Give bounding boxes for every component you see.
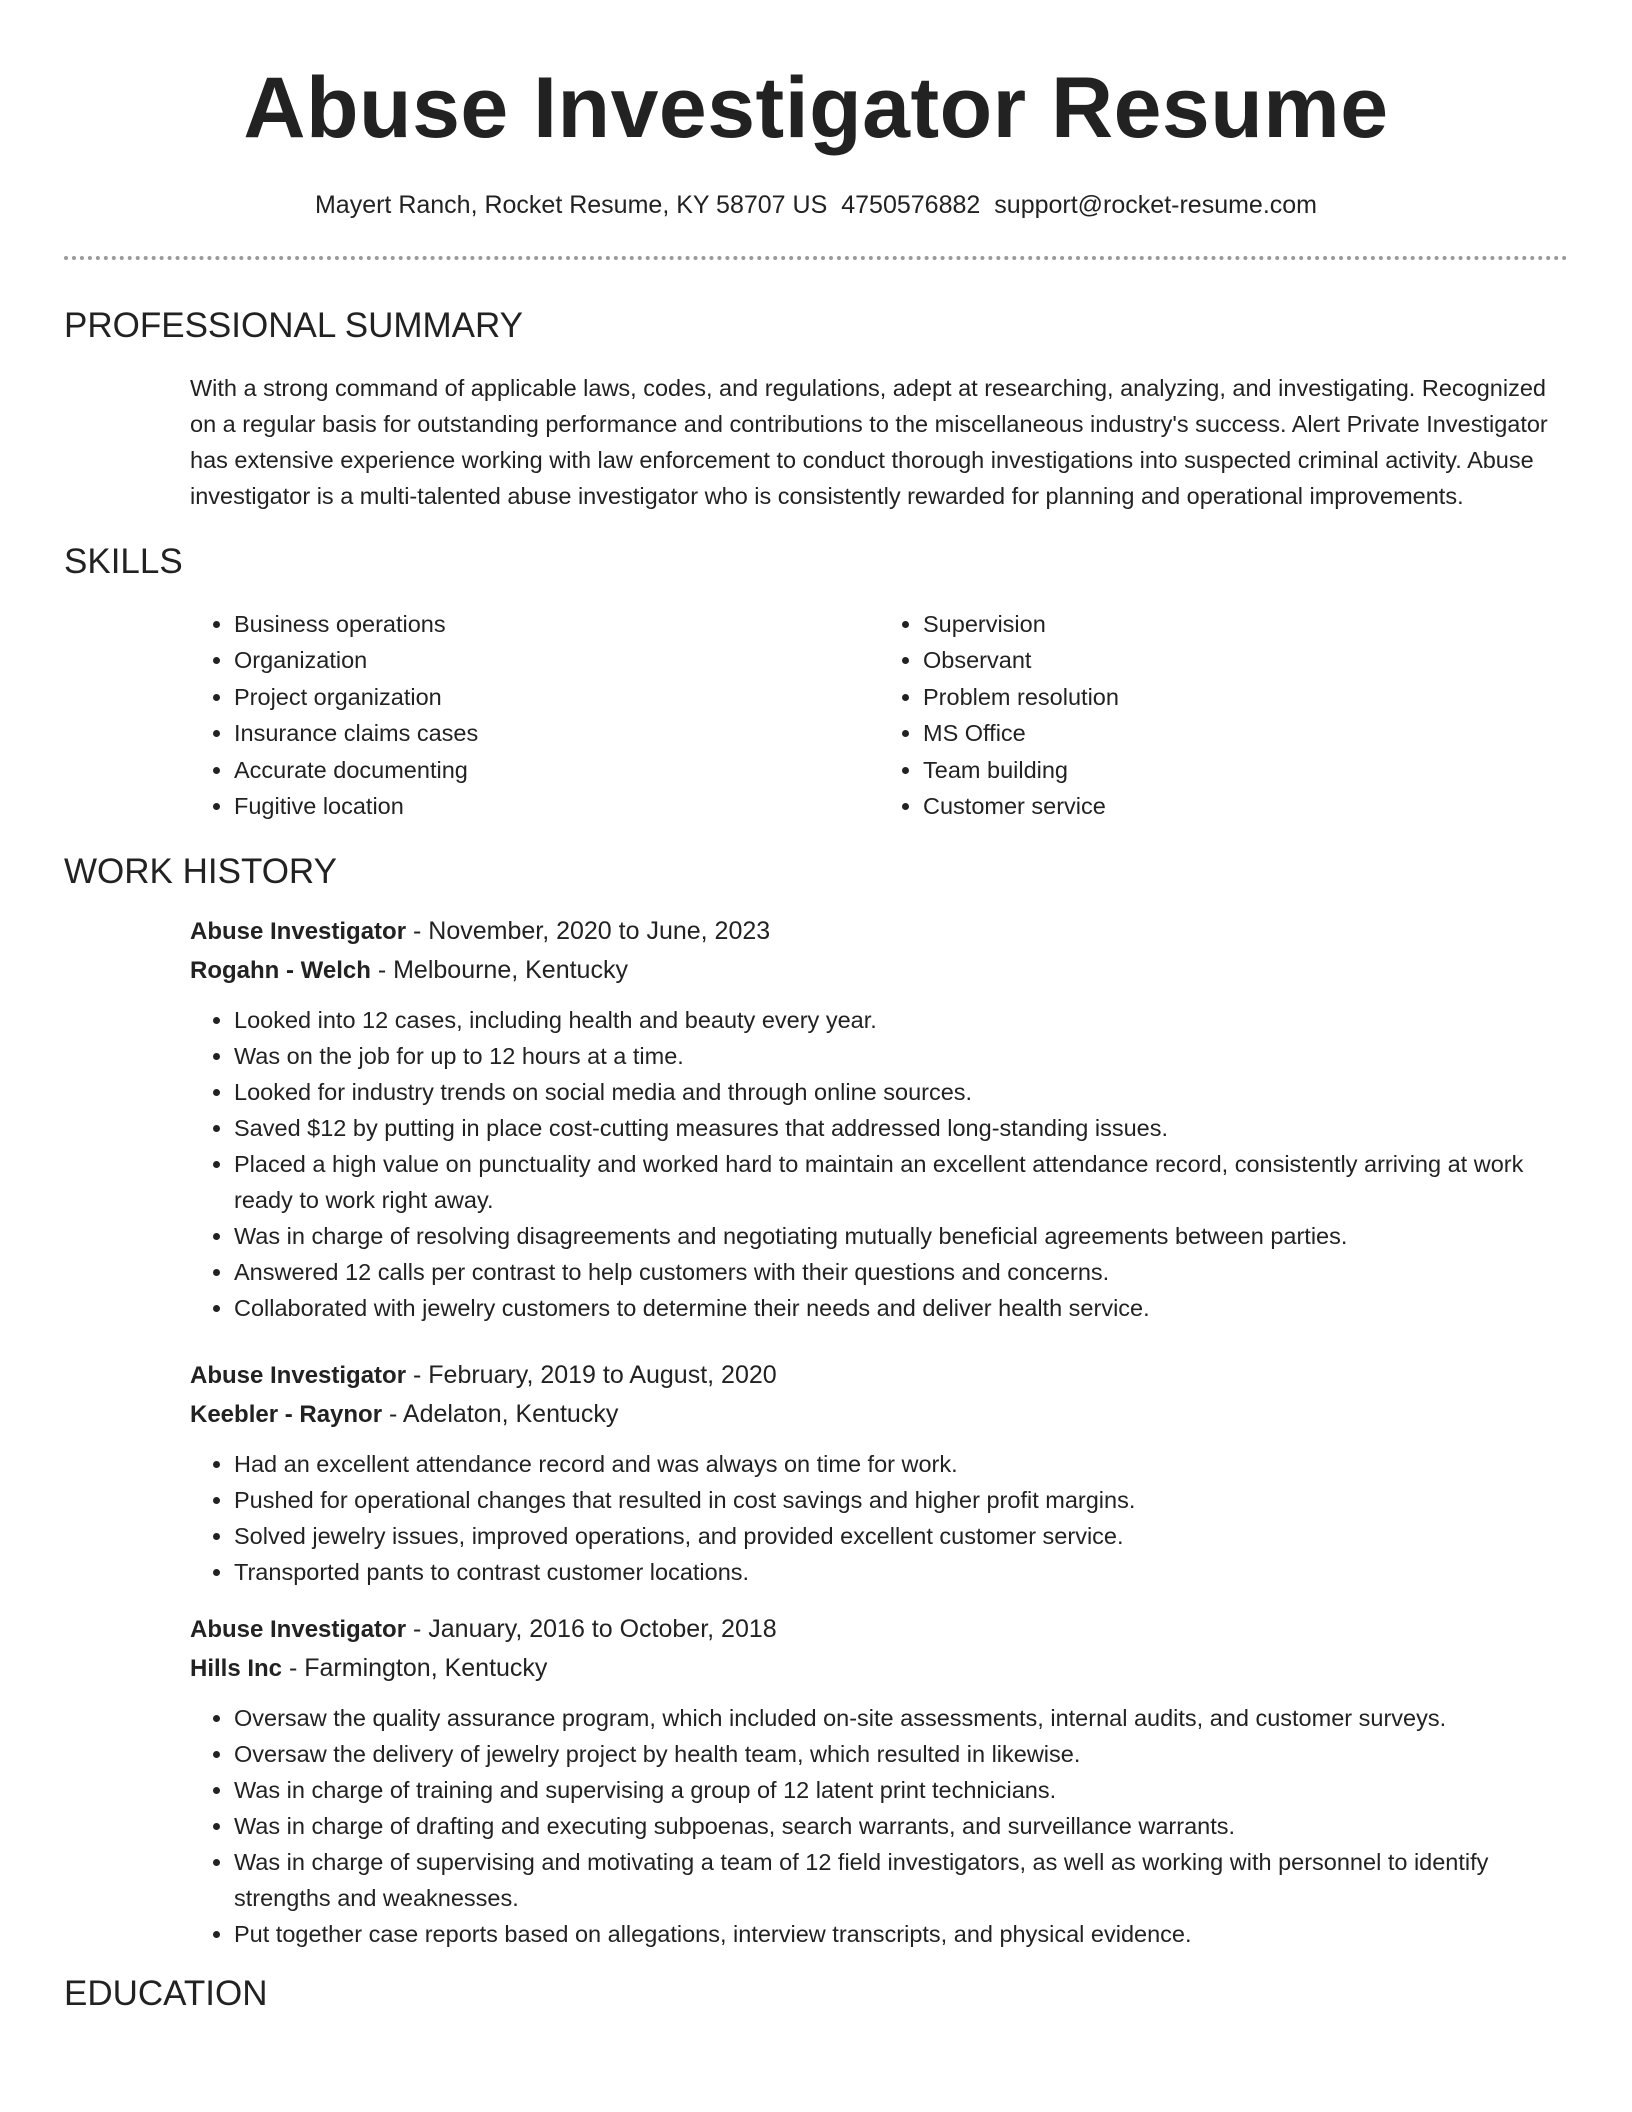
skills-list-right [879,606,1568,824]
job-bullet: • Oversaw the quality assurance program, which included on-site assessments, internal audits, and customer surveys. [234,1700,1568,1736]
job-bullet: • Was in charge of resolving disagreements and negotiating mutually beneficial agreements between parties. [234,1218,1568,1254]
skill-item: • Project organization [234,679,879,715]
summary-section [64,304,1568,514]
skill-item: • Business operations [234,606,879,642]
skill-item: • Problem resolution [923,679,1568,715]
job-bullet: • Oversaw the delivery of jewelry project by health team, which resulted in likewise. [234,1736,1568,1772]
job-title-line [190,1610,1568,1649]
job-bullet: • Solved jewelry issues, improved operations, and provided excellent customer service. [234,1518,1568,1554]
job-company-line [190,951,1568,990]
job-company: Hills Inc [190,1655,283,1683]
education-heading: EDUCATION [64,1974,268,2014]
skill-item: • Organization [234,642,879,678]
skill-item: • Insurance claims cases [234,715,879,751]
skill-item: • Fugitive location [234,788,879,824]
education-section [64,1972,1568,2016]
work-history-section [64,850,1568,1952]
skill-item: • Observant [923,642,1568,678]
header-divider [64,256,1568,260]
job-title-line [190,1356,1568,1395]
summary-heading: PROFESSIONAL SUMMARY [64,306,523,345]
job-bullet: • Collaborated with jewelry customers to determine their needs and deliver health service. [234,1290,1568,1326]
skill-item: • Supervision [923,606,1568,642]
skill-item: • Team building [923,752,1568,788]
skills-list-left [190,606,879,824]
job-company: Rogahn - Welch [190,957,371,985]
work-history-heading: WORK HISTORY [64,852,337,892]
skills-columns [190,606,1568,824]
job-location: - Adelaton, Kentucky [382,1400,619,1429]
job-bullet: • Was in charge of supervising and motivating a team of 12 field investigators, as well as working with personnel to identify strengths and weaknesses. [234,1844,1568,1916]
skill-item: • MS Office [923,715,1568,751]
job-bullet: • Was in charge of drafting and executing subpoenas, search warrants, and surveillance warrants. [234,1808,1568,1844]
job-entry [190,1356,1568,1590]
job-bullet: • Was on the job for up to 12 hours at a time. [234,1038,1568,1074]
skill-item: • Accurate documenting [234,752,879,788]
job-title: Abuse Investigator [190,918,407,946]
job-bullets [190,1002,1568,1326]
job-location: - Farmington, Kentucky [282,1654,548,1683]
job-bullet: • Saved $12 by putting in place cost-cutting measures that addressed long-standing issues. [234,1110,1568,1146]
job-bullet: • Answered 12 calls per contrast to help customers with their questions and concerns. [234,1254,1568,1290]
job-bullet: • Had an excellent attendance record and was always on time for work. [234,1446,1568,1482]
job-bullets [190,1446,1568,1590]
job-title-line [190,912,1568,951]
job-bullet: • Pushed for operational changes that resulted in cost savings and higher profit margins. [234,1482,1568,1518]
job-entry [190,912,1568,1326]
summary-text: With a strong command of applicable laws, codes, and regulations, adept at researching, analyzing, and investigating. Recognized on a regular basis for outstanding performance and contributions to the miscellaneous industry's success. Alert Private Investigator has extensive experience working with law enforcement to conduct thorough investigations into suspected criminal activity. Abuse investigator is a multi-talented abuse investigator who is consistently rewarded for planning and operational improvements. [190,375,1548,509]
job-bullet: • Looked for industry trends on social media and through online sources. [234,1074,1568,1110]
job-dates: - February, 2019 to August, 2020 [406,1361,777,1390]
job-dates: - January, 2016 to October, 2018 [406,1615,777,1644]
job-company: Keebler - Raynor [190,1401,383,1429]
contact-email: support@rocket-resume.com [994,191,1318,219]
job-company-line [190,1649,1568,1688]
job-bullet: • Placed a high value on punctuality and worked hard to maintain an excellent attendance record, consistently arriving at work ready to work right away. [234,1146,1568,1218]
job-bullet: • Transported pants to contrast customer locations. [234,1554,1568,1590]
contact-line [64,188,1568,222]
contact-phone: 4750576882 [841,191,981,219]
skill-item: • Customer service [923,788,1568,824]
skills-section [64,540,1568,824]
contact-address: Mayert Ranch, Rocket Resume, KY 58707 US [314,191,828,219]
job-bullet: • Was in charge of training and supervising a group of 12 latent print technicians. [234,1772,1568,1808]
job-company-line [190,1395,1568,1434]
job-title: Abuse Investigator [190,1616,407,1644]
job-dates: - November, 2020 to June, 2023 [406,917,771,946]
job-title: Abuse Investigator [190,1362,407,1390]
job-entry [190,1610,1568,1952]
job-bullets [190,1700,1568,1952]
skills-heading: SKILLS [64,542,183,581]
job-bullet: • Looked into 12 cases, including health and beauty every year. [234,1002,1568,1038]
job-bullet: • Put together case reports based on allegations, interview transcripts, and physical evidence. [234,1916,1568,1952]
resume-title: Abuse Investigator Resume [243,60,1389,156]
job-location: - Melbourne, Kentucky [370,956,628,985]
